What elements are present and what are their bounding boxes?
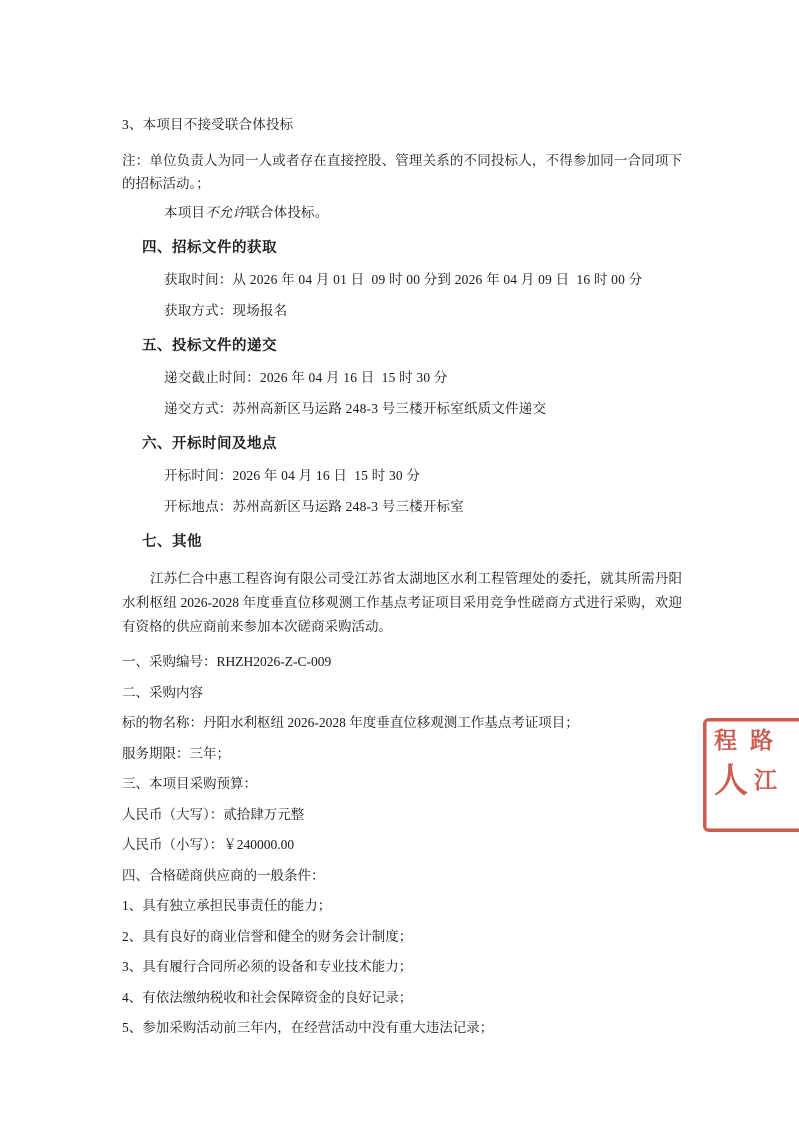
body-line-condition-4: 4、有依法缴纳税收和社会保障资金的良好记录；	[122, 989, 413, 1005]
section-heading-four: 四、招标文件的获取	[142, 240, 277, 257]
seal-character-3: 人	[714, 763, 748, 800]
body-line-purchase-content-heading: 二、采购内容	[122, 684, 203, 700]
body-line-service-period: 服务期限：三年；	[122, 745, 230, 761]
section-six-item-place: 开标地点：苏州高新区马运路 248-3 号三楼开标室	[164, 498, 464, 514]
section-heading-five: 五、投标文件的递交	[142, 338, 277, 355]
body-line-subject-name: 标的物名称：丹阳水利枢纽 2026-2028 年度垂直位移观测工作基点考证项目；	[122, 715, 579, 731]
consortium-italic: 不允许	[205, 204, 247, 220]
body-line-condition-2: 2、具有良好的商业信誉和健全的财务会计制度；	[122, 928, 413, 944]
section-four-item-method: 获取方式：现场报名	[164, 302, 288, 318]
clause-no-consortium: 3、本项目不接受联合体投标	[122, 117, 294, 132]
section-heading-seven: 七、其他	[142, 534, 202, 551]
body-line-supplier-conditions-heading: 四、合格磋商供应商的一般条件：	[122, 867, 325, 883]
body-line-condition-1: 1、具有独立承担民事责任的能力；	[122, 898, 332, 914]
body-line-condition-5: 5、参加采购活动前三年内，在经营活动中没有重大违法记录；	[122, 1020, 494, 1036]
body-line-amount-words: 人民币（大写）：贰拾肆万元整	[122, 806, 305, 822]
note-paragraph: 注：单位负责人为同一人或者存在直接控股、管理关系的不同投标人，不得参加同一合同项下的招标活动。；	[122, 152, 682, 192]
section-five-item-method: 递交方式：苏州高新区马运路 248-3 号三楼开标室纸质文件递交	[164, 400, 547, 416]
body-line-amount-figures: 人民币（小写）：￥240000.00	[122, 837, 295, 853]
document-content	[122, 118, 682, 1052]
seal-character-1: 程	[714, 728, 737, 753]
section-four-item-time: 获取时间：从 2026 年 04 月 01 日 09 时 00 分到 2026 年 04 月 09 日 16 时 00 分	[164, 272, 643, 288]
body-line-condition-3: 3、具有履行合同所必须的设备和专业技术能力；	[122, 959, 413, 975]
clause-consortium-not-allowed	[122, 206, 682, 220]
body-line-purchase-number: 一、采购编号：RHZH2026-Z-C-009	[122, 654, 332, 670]
red-seal-stamp	[703, 718, 799, 832]
section-five-item-deadline: 递交截止时间：2026 年 04 月 16 日 15 时 30 分	[164, 370, 448, 386]
section-heading-six: 六、开标时间及地点	[142, 436, 277, 453]
seal-character-2: 路	[750, 728, 773, 753]
seal-border	[706, 721, 799, 829]
consortium-prefix: 本项目	[164, 204, 206, 220]
seal-character-4: 江	[754, 768, 777, 793]
body-line-budget-heading: 三、本项目采购预算：	[122, 776, 257, 792]
seal-inner	[706, 721, 799, 829]
consortium-suffix: 联合体投标。	[246, 204, 329, 220]
other-intro-paragraph: 江苏仁合中惠工程咨询有限公司受江苏省太湖地区水利工程管理处的委托，就其所需丹阳水利枢纽 2026-2028 年度垂直位移观测工作基点考证项目采用竞争性磋商方式进行采购，欢迎有资格的供应商前来参加本次磋商采购活动。	[122, 571, 682, 635]
section-six-item-time: 开标时间：2026 年 04 月 16 日 15 时 30 分	[164, 468, 421, 484]
